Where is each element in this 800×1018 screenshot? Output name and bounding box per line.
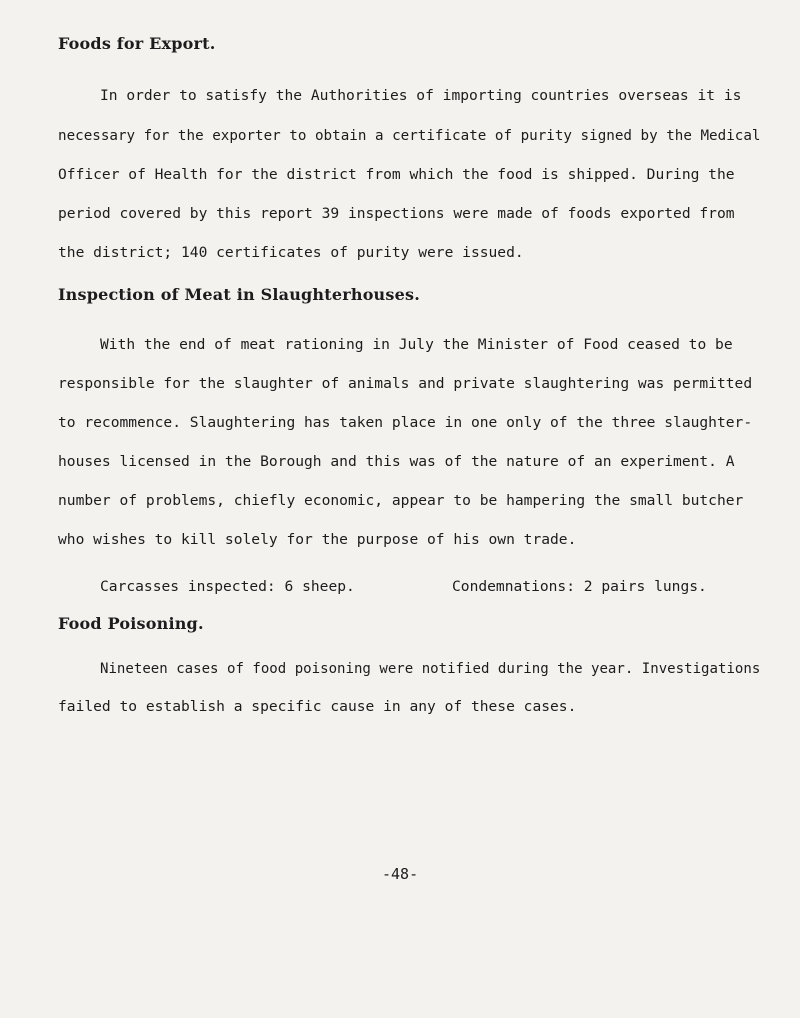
section-heading-meat-inspection: Inspection of Meat in Slaughterhouses. [58,285,420,304]
paragraph-line: In order to satisfy the Authorities of importing countries overseas it is [100,87,742,104]
section-heading-foods-for-export: Foods for Export. [58,34,216,53]
paragraph-line: the district; 140 certificates of purity were issued. [58,244,524,261]
condemnations-text: Condemnations: 2 pairs lungs. [452,578,707,595]
paragraph-line: Nineteen cases of food poisoning were notified during the year. Investigations [100,660,761,677]
paragraph-line: necessary for the exporter to obtain a certificate of purity signed by the Medical [58,127,761,144]
page-number: -48- [382,865,419,883]
paragraph-line: failed to establish a specific cause in any of these cases. [58,698,577,715]
paragraph-line: houses licensed in the Borough and this was of the nature of an experiment. A [58,453,735,470]
paragraph-line: responsible for the slaughter of animals and private slaughtering was permitted [58,375,753,392]
carcasses-inspected-text: Carcasses inspected: 6 sheep. [100,578,355,595]
section-heading-food-poisoning: Food Poisoning. [58,614,204,633]
paragraph-line: number of problems, chiefly economic, appear to be hampering the small butcher [58,492,744,509]
paragraph-line: who wishes to kill solely for the purpose of his own trade. [58,531,577,548]
paragraph-line: Officer of Health for the district from which the food is shipped. During the [58,166,735,183]
paragraph-line: period covered by this report 39 inspections were made of foods exported from [58,205,735,222]
paragraph-line: to recommence. Slaughtering has taken place in one only of the three slaughter- [58,414,753,431]
paragraph-line: With the end of meat rationing in July the Minister of Food ceased to be [100,336,733,353]
